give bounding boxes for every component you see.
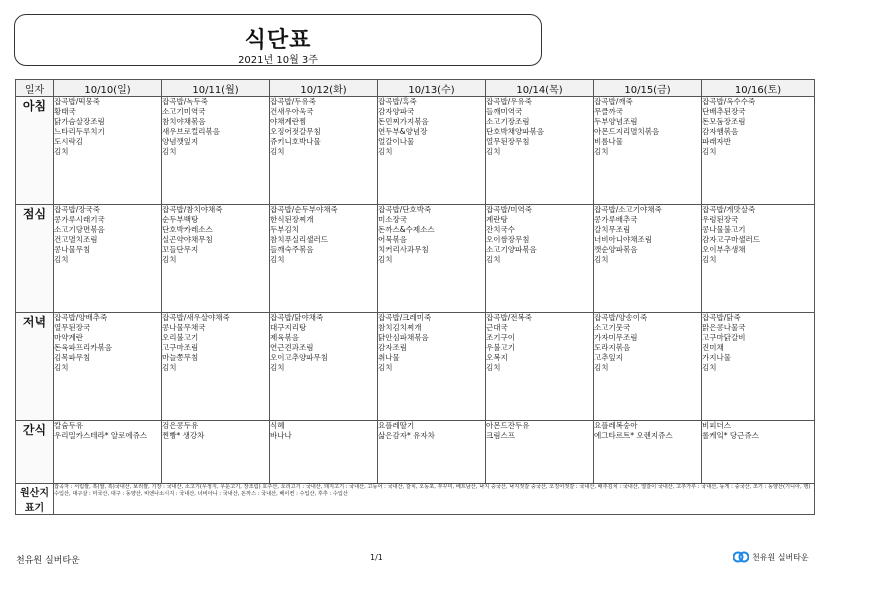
menu-cell (486, 205, 594, 313)
corner-label: 일자 (16, 80, 54, 97)
menu-cell (270, 313, 378, 421)
menu-item: 김치 (594, 255, 609, 264)
menu-item: 대구지리탕 (270, 323, 307, 332)
meal-row (16, 205, 815, 313)
menu-cell (594, 205, 702, 313)
menu-item: 고추잎지 (594, 353, 623, 362)
menu-item: 우렁된장국 (702, 215, 739, 224)
menu-item: 식혜 (270, 421, 285, 430)
menu-item: 꼬들단무지 (162, 245, 199, 254)
menu-cell (378, 205, 486, 313)
menu-item: 가자미무조림 (594, 333, 638, 342)
menu-item: 소고기양파볶음 (486, 245, 537, 254)
menu-item: 잡곡밥/참치야채죽 (162, 205, 223, 214)
menu-item: 잡곡밥/떡뭉죽 (54, 97, 100, 106)
menu-item: 김치 (162, 147, 177, 156)
menu-item: 건고멸치조림 (54, 235, 98, 244)
menu-item: 양념깻잎지 (162, 137, 199, 146)
menu-item: 마약계란 (54, 333, 83, 342)
menu-item: 김치 (378, 363, 393, 372)
menu-cell (162, 313, 270, 421)
menu-cell (162, 205, 270, 313)
meal-label: 저녁 (16, 313, 54, 421)
meal-row (16, 97, 815, 205)
menu-item: 제육볶음 (270, 333, 299, 342)
menu-item: 김목파무침 (54, 353, 91, 362)
menu-cell (378, 97, 486, 205)
menu-item: 검은콩두유 (162, 421, 199, 430)
menu-item: 요플레딸기 (378, 421, 415, 430)
menu-cell (270, 97, 378, 205)
meal-label: 점심 (16, 205, 54, 313)
menu-item: 에그타르트* 오렌지쥬스 (594, 431, 673, 440)
menu-cell (594, 97, 702, 205)
meal-row (16, 313, 815, 421)
menu-item: 쥬키니호박나물 (270, 137, 321, 146)
menu-item: 갈치무조림 (594, 225, 631, 234)
menu-cell (594, 421, 702, 484)
menu-cell (162, 421, 270, 484)
menu-cell (702, 421, 815, 484)
menu-cell (486, 97, 594, 205)
menu-item: 잔치국수 (486, 225, 515, 234)
menu-item: 콩가루시래기국 (54, 215, 105, 224)
menu-item: 콩가루배추국 (594, 215, 638, 224)
menu-item: 얼갈이나물 (378, 137, 415, 146)
menu-cell (270, 421, 378, 484)
page-title: 식단표 (244, 28, 312, 53)
menu-item: 잡곡밥/닭죽 (702, 313, 741, 322)
menu-item: 들깨숙주볶음 (270, 245, 314, 254)
menu-item: 열무된장국 (54, 323, 91, 332)
menu-item: 두부양념조림 (594, 117, 638, 126)
menu-cell (54, 97, 162, 205)
menu-cell (594, 313, 702, 421)
menu-item: 느타리두루치기 (54, 127, 105, 136)
menu-item: 잡곡밥/양배추죽 (54, 313, 108, 322)
menu-item: 우불고기 (486, 343, 515, 352)
menu-item: 단호박채양파볶음 (486, 127, 544, 136)
menu-item: 닭가슴살장조림 (54, 117, 105, 126)
menu-item: 고구마조림 (162, 343, 199, 352)
menu-item: 무클까국 (594, 107, 623, 116)
menu-item: 오이부추생채 (702, 245, 746, 254)
menu-item: 도라지볶음 (594, 343, 631, 352)
menu-item: 어묵볶음 (378, 235, 407, 244)
menu-item: 잡곡밥/장국죽 (54, 205, 100, 214)
menu-item: 요플레복숭아 (594, 421, 638, 430)
menu-item: 콩나물무채국 (162, 323, 206, 332)
menu-item: 황태국 (54, 107, 76, 116)
menu-cell (486, 421, 594, 484)
menu-item: 잡곡밥/우유죽 (486, 97, 532, 106)
menu-item: 취나물 (378, 353, 400, 362)
menu-item: 순두부백탕 (162, 215, 199, 224)
menu-item: 콩나물불고기 (702, 225, 746, 234)
menu-cell (54, 313, 162, 421)
menu-item: 감자조림 (378, 343, 407, 352)
menu-item: 잡곡밥/깨죽 (594, 97, 633, 106)
logo-icon (733, 550, 749, 564)
menu-item: 김치 (486, 147, 501, 156)
menu-item: 오징어젓갈무침 (270, 127, 321, 136)
footer-logo (733, 550, 809, 564)
menu-item: 한식된장찌개 (270, 215, 314, 224)
menu-item: 잡곡밥/녹두죽 (162, 97, 208, 106)
menu-item: 잡곡밥/단호박죽 (378, 205, 432, 214)
menu-item: 계란탕 (486, 215, 508, 224)
menu-item: 새우브로컬리볶음 (162, 127, 220, 136)
menu-item: 비피더스 (702, 421, 731, 430)
menu-item: 김치 (702, 255, 717, 264)
menu-item: 건새우아욱국 (270, 107, 314, 116)
meal-label: 간식 (16, 421, 54, 484)
menu-item: 조기구이 (486, 333, 515, 342)
menu-item: 실곤약야채무침 (162, 235, 213, 244)
menu-item: 파래자반 (702, 137, 731, 146)
origin-label: 원산지 표기 (16, 484, 54, 515)
menu-item: 김치 (54, 255, 69, 264)
menu-item: 김치 (162, 255, 177, 264)
day-header: 10/13(수) (378, 80, 486, 97)
menu-item: 단호박카레소스 (162, 225, 213, 234)
menu-item: 돈육파프리카볶음 (54, 343, 112, 352)
menu-item: 들깨미역국 (486, 107, 523, 116)
menu-cell (702, 313, 815, 421)
menu-item: 김치 (270, 363, 285, 372)
menu-item: 잡곡밥/게맛살죽 (702, 205, 756, 214)
menu-item: 두부김치 (270, 225, 299, 234)
page-subtitle: 2021년 10월 3주 (238, 55, 318, 66)
menu-item: 크림스프 (486, 431, 515, 440)
menu-item: 김치 (486, 363, 501, 372)
menu-item: 오이쌈장무침 (486, 235, 530, 244)
menu-item: 오이고추양파무침 (270, 353, 328, 362)
menu-item: 연두부&양념장 (378, 127, 428, 136)
menu-item: 깻순양파볶음 (594, 245, 638, 254)
menu-item: 닭안심파채볶음 (378, 333, 429, 342)
menu-item: 마늘쫑무침 (162, 353, 199, 362)
menu-item: 김치 (486, 255, 501, 264)
menu-item: 참치야채볶음 (162, 117, 206, 126)
menu-cell (162, 97, 270, 205)
menu-item: 소고기뭇국 (594, 323, 631, 332)
origin-text: 잡곡자 : 서림쌀, 흑(쌀, 흑)국내산, 보리쌀, 기장 : 국내산, 소고기(우정지, 우둔고기, 장조림) 호주산, 오리고기 : 국내산, 돼지고기 : 국내산, 고등어 : 국내산, 갈치, 오동포, 쭈꾸미, 베트남산, 낙지 중국산, 낙지젓갈 중국산, 오징어젓갈 : 국내산, 배추김치 : 국내산, 열갈이 국내산, 고추가루 : 국내산, 동게 : 중국산, 조기 : 동양산(기니아, 맹) 수입산, 대구살 : 미국산, 대구 : 동양산, 비엔나소시지 : 국내산, 너비아니 : 국내산, 돈까스 : 국내산, 베이컨 : 수입산, 후추 : 수입산 (54, 484, 815, 515)
menu-item: 야채계란찜 (270, 117, 307, 126)
menu-item: 김치 (594, 147, 609, 156)
menu-item: 소고기당면볶음 (54, 225, 105, 234)
meal-label: 아침 (16, 97, 54, 205)
menu-item: 오복지 (486, 353, 508, 362)
footer-org-name: 천유원 실버타운 (16, 556, 80, 566)
day-header-row (16, 80, 815, 97)
menu-cell (54, 205, 162, 313)
menu-item: 미소장국 (378, 215, 407, 224)
menu-item: 잡곡밥/두유죽 (270, 97, 316, 106)
menu-cell (270, 205, 378, 313)
menu-item: 바나나 (270, 431, 292, 440)
menu-item: 잡곡밥/순두부야채죽 (270, 205, 338, 214)
menu-cell (702, 97, 815, 205)
menu-item: 돈민찌가지볶음 (378, 117, 429, 126)
menu-item: 찐빵* 생강차 (162, 431, 205, 440)
menu-item: 잡곡밥/닭야채죽 (270, 313, 324, 322)
menu-item: 잡곡밥/미역죽 (486, 205, 532, 214)
menu-item: 잡곡밥/양송이죽 (594, 313, 648, 322)
menu-item: 고구마닭갈비 (702, 333, 746, 342)
menu-item: 김치 (378, 255, 393, 264)
menu-item: 아몬드잔두유 (486, 421, 530, 430)
meal-row (16, 421, 815, 484)
menu-item: 치커리사과무침 (378, 245, 429, 254)
menu-item: 김치 (378, 147, 393, 156)
day-header: 10/10(일) (54, 80, 162, 97)
menu-item: 칼슘두유 (54, 421, 83, 430)
menu-item: 돈모둠장조림 (702, 117, 746, 126)
menu-cell (486, 313, 594, 421)
menu-item: 너비아니야채조림 (594, 235, 652, 244)
menu-item: 김치 (162, 363, 177, 372)
menu-table (15, 79, 815, 515)
menu-cell (702, 205, 815, 313)
menu-item: 잡곡밥/새우살야채죽 (162, 313, 230, 322)
menu-item: 김치 (270, 147, 285, 156)
menu-item: 도시락김 (54, 137, 83, 146)
menu-cell (378, 313, 486, 421)
menu-item: 김치 (54, 147, 69, 156)
menu-item: 감자양파국 (378, 107, 415, 116)
page-number: 1/1 (370, 553, 383, 562)
menu-item: 잡곡밥/흑죽 (378, 97, 417, 106)
day-header: 10/12(화) (270, 80, 378, 97)
menu-item: 참치푸실리샐러드 (270, 235, 328, 244)
menu-item: 돈까스&수제소스 (378, 225, 435, 234)
menu-item: 김치 (594, 363, 609, 372)
menu-item: 가지나물 (702, 353, 731, 362)
menu-item: 김치 (270, 255, 285, 264)
menu-item: 김치 (702, 363, 717, 372)
menu-item: 잡곡밥/옥수수죽 (702, 97, 756, 106)
logo-text: 천유원 실버타운 (752, 552, 809, 562)
menu-item: 삶은감자* 유자차 (378, 431, 435, 440)
menu-cell (54, 421, 162, 484)
menu-item: 소고기장조림 (486, 117, 530, 126)
menu-item: 잡곡밥/전복죽 (486, 313, 532, 322)
title-box (14, 14, 542, 66)
menu-item: 롤케잌* 당근쥬스 (702, 431, 759, 440)
menu-item: 연근견과조림 (270, 343, 314, 352)
menu-item: 열무된장무침 (486, 137, 530, 146)
menu-item: 단배추된장국 (702, 107, 746, 116)
menu-item: 소고기미역국 (162, 107, 206, 116)
menu-item: 진미채 (702, 343, 724, 352)
menu-item: 우리밀카스테라* 알로에쥬스 (54, 431, 148, 440)
origin-row (16, 484, 815, 515)
menu-item: 감자고구마샐러드 (702, 235, 760, 244)
menu-item: 김치 (702, 147, 717, 156)
day-header: 10/16(토) (702, 80, 815, 97)
menu-cell (378, 421, 486, 484)
menu-item: 아몬드지리멸치볶음 (594, 127, 660, 136)
menu-item: 오리불고기 (162, 333, 199, 342)
menu-item: 맑은콩나물국 (702, 323, 746, 332)
menu-item: 잡곡밥/소고기야채죽 (594, 205, 662, 214)
menu-item: 근대국 (486, 323, 508, 332)
day-header: 10/11(월) (162, 80, 270, 97)
menu-item: 참치김치찌개 (378, 323, 422, 332)
menu-item: 잡곡밥/크레미죽 (378, 313, 432, 322)
day-header: 10/14(목) (486, 80, 594, 97)
menu-item: 콩나물무침 (54, 245, 91, 254)
menu-item: 비름나물 (594, 137, 623, 146)
menu-item: 김치 (54, 363, 69, 372)
day-header: 10/15(금) (594, 80, 702, 97)
menu-item: 감자햄볶음 (702, 127, 739, 136)
